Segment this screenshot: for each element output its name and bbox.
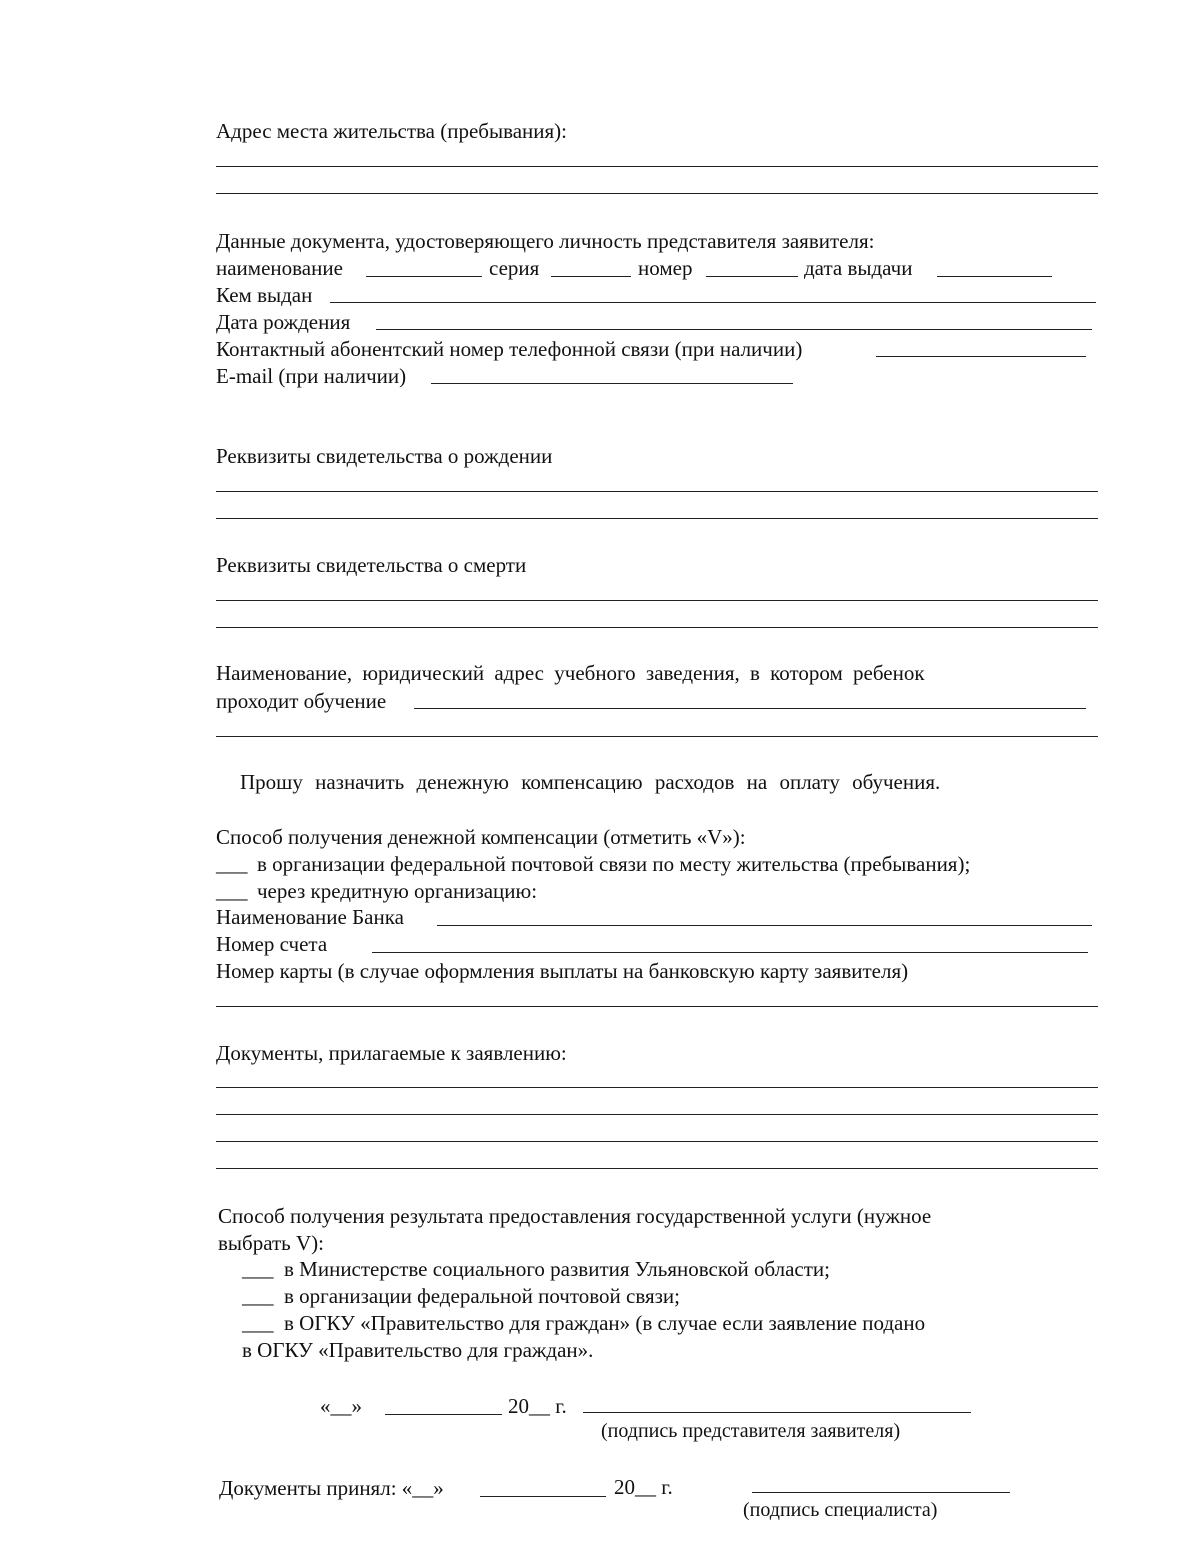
residence-line-2[interactable] xyxy=(216,193,1098,194)
request-text: Прошу назначить денежную компенсацию расходов на оплату обучения. xyxy=(240,770,941,794)
attachments-line-3[interactable] xyxy=(216,1141,1098,1142)
result-ministry-checkbox[interactable]: ___ xyxy=(242,1257,274,1281)
payment-bank-option: через кредитную организацию: xyxy=(257,879,538,903)
bank-name-field[interactable] xyxy=(437,925,1092,926)
applicant-date-year[interactable]: 20__ г. xyxy=(508,1394,567,1418)
residence-label: Адрес места жительства (пребывания): xyxy=(216,119,568,143)
doc-name-field[interactable] xyxy=(366,276,482,277)
applicant-signature-caption: (подпись представителя заявителя) xyxy=(601,1420,901,1442)
doc-name-label: наименование xyxy=(216,256,343,280)
email-label: E-mail (при наличии) xyxy=(216,364,407,388)
result-method-heading-1: Способ получения результата предоставления государственной услуги (нужное xyxy=(218,1204,932,1228)
applicant-date-day[interactable]: «__» xyxy=(320,1394,362,1418)
result-ogku-option-1: в ОГКУ «Правительство для граждан» (в случае если заявление подано xyxy=(284,1311,926,1335)
attachments-line-1[interactable] xyxy=(216,1087,1098,1088)
result-ogku-checkbox[interactable]: ___ xyxy=(242,1311,274,1335)
attachments-line-4[interactable] xyxy=(216,1168,1098,1169)
birth-certificate-line-2[interactable] xyxy=(216,518,1098,519)
death-certificate-line-2[interactable] xyxy=(216,627,1098,628)
issued-by-label: Кем выдан xyxy=(216,283,313,307)
payment-bank-checkbox[interactable]: ___ xyxy=(216,879,248,903)
result-ogku-option-2: в ОГКУ «Правительство для граждан». xyxy=(242,1338,594,1362)
accepted-date-month[interactable] xyxy=(480,1496,606,1497)
school-label-line-1: Наименование, юридический адрес учебного заведения, в котором ребенок xyxy=(216,661,925,685)
representative-doc-heading: Данные документа, удостоверяющего личность представителя заявителя: xyxy=(216,229,875,253)
applicant-signature-line[interactable] xyxy=(583,1412,971,1413)
school-field-1[interactable] xyxy=(414,708,1086,709)
doc-series-field[interactable] xyxy=(551,276,631,277)
residence-line-1[interactable] xyxy=(216,166,1098,167)
payment-method-heading: Способ получения денежной компенсации (отметить «V»): xyxy=(216,825,746,849)
card-label: Номер карты (в случае оформления выплаты на банковскую карту заявителя) xyxy=(216,959,909,983)
specialist-signature-caption: (подпись специалиста) xyxy=(743,1499,938,1521)
phone-label: Контактный абонентский номер телефонной связи (при наличии) xyxy=(216,337,803,361)
accepted-date-year[interactable]: 20__ г. xyxy=(614,1475,673,1499)
birth-date-label: Дата рождения xyxy=(216,310,351,334)
payment-post-option: в организации федеральной почтовой связи по месту жительства (пребывания); xyxy=(257,852,971,876)
result-post-checkbox[interactable]: ___ xyxy=(242,1284,274,1308)
result-method-heading-2: выбрать V): xyxy=(218,1231,324,1255)
doc-number-field[interactable] xyxy=(706,276,798,277)
payment-post-checkbox[interactable]: ___ xyxy=(216,852,248,876)
birth-date-field[interactable] xyxy=(376,329,1092,330)
death-certificate-line-1[interactable] xyxy=(216,600,1098,601)
account-label: Номер счета xyxy=(216,932,328,956)
birth-certificate-line-1[interactable] xyxy=(216,491,1098,492)
doc-issue-date-label: дата выдачи xyxy=(804,256,913,280)
doc-series-label: серия xyxy=(489,256,540,280)
email-field[interactable] xyxy=(431,383,793,384)
specialist-signature-line[interactable] xyxy=(752,1492,1010,1493)
documents-accepted-label: Документы принял: «__» xyxy=(219,1476,444,1500)
bank-name-label: Наименование Банка xyxy=(216,905,404,929)
result-post-option: в организации федеральной почтовой связи; xyxy=(284,1284,681,1308)
attachments-label: Документы, прилагаемые к заявлению: xyxy=(216,1041,567,1065)
card-field[interactable] xyxy=(216,1006,1098,1007)
school-field-2[interactable] xyxy=(216,736,1098,737)
death-certificate-label: Реквизиты свидетельства о смерти xyxy=(216,553,527,577)
applicant-date-month[interactable] xyxy=(385,1414,502,1415)
attachments-line-2[interactable] xyxy=(216,1114,1098,1115)
doc-number-label: номер xyxy=(638,256,693,280)
result-ministry-option: в Министерстве социального развития Ульяновской области; xyxy=(284,1257,830,1281)
birth-certificate-label: Реквизиты свидетельства о рождении xyxy=(216,444,553,468)
phone-field[interactable] xyxy=(876,356,1086,357)
account-field[interactable] xyxy=(372,952,1088,953)
issued-by-field[interactable] xyxy=(330,302,1096,303)
doc-issue-date-field[interactable] xyxy=(937,276,1052,277)
school-label-line-2: проходит обучение xyxy=(216,689,387,713)
